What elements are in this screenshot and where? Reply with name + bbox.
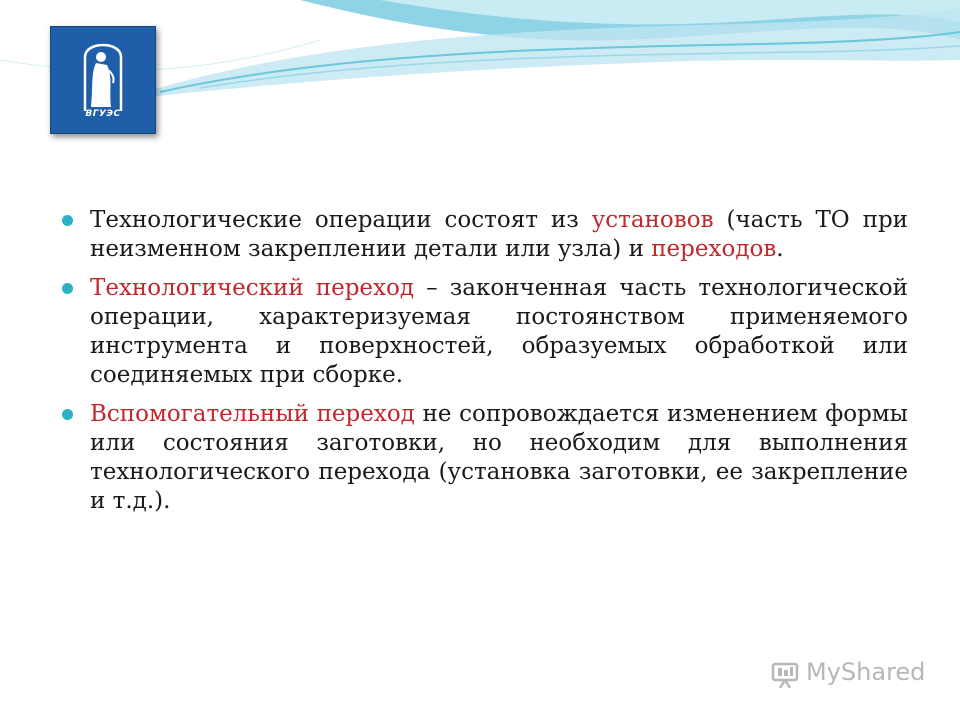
bullet-dot-icon	[62, 409, 73, 420]
bullet-item	[56, 274, 908, 390]
term-highlight: переходов	[651, 236, 777, 262]
logo-text: ВГУЭС	[85, 109, 121, 119]
bullet-item	[56, 400, 908, 516]
watermark-text: MyShared	[806, 658, 926, 686]
text-run: не сопровождается изменением формы или состояния заготовки, но необходим для выполнения технологического перехода (установка заготовки, ее закрепление и т.д.).	[90, 401, 908, 514]
term-highlight: установов	[591, 207, 714, 233]
term-highlight: Технологический переход	[90, 275, 415, 301]
text-run: – законченная часть технологической операции, характеризуемая постоянством применяемого инструмента и поверхностей, образуемых обработкой или соединяемых при сборке.	[90, 275, 908, 388]
text-run: Технологические операции состоят из	[90, 207, 592, 233]
bullet-dot-icon	[62, 283, 73, 294]
term-highlight: Вспомогательный переход	[90, 401, 415, 427]
university-logo	[50, 26, 156, 134]
bullet-list	[56, 206, 908, 526]
text-run: (часть ТО при неизменном закреплении детали или узла) и	[90, 207, 908, 262]
text-run: .	[776, 236, 784, 262]
bullet-dot-icon	[62, 215, 73, 226]
presentation-board-icon	[770, 660, 800, 690]
watermark	[770, 658, 930, 692]
bullet-item	[56, 206, 908, 264]
